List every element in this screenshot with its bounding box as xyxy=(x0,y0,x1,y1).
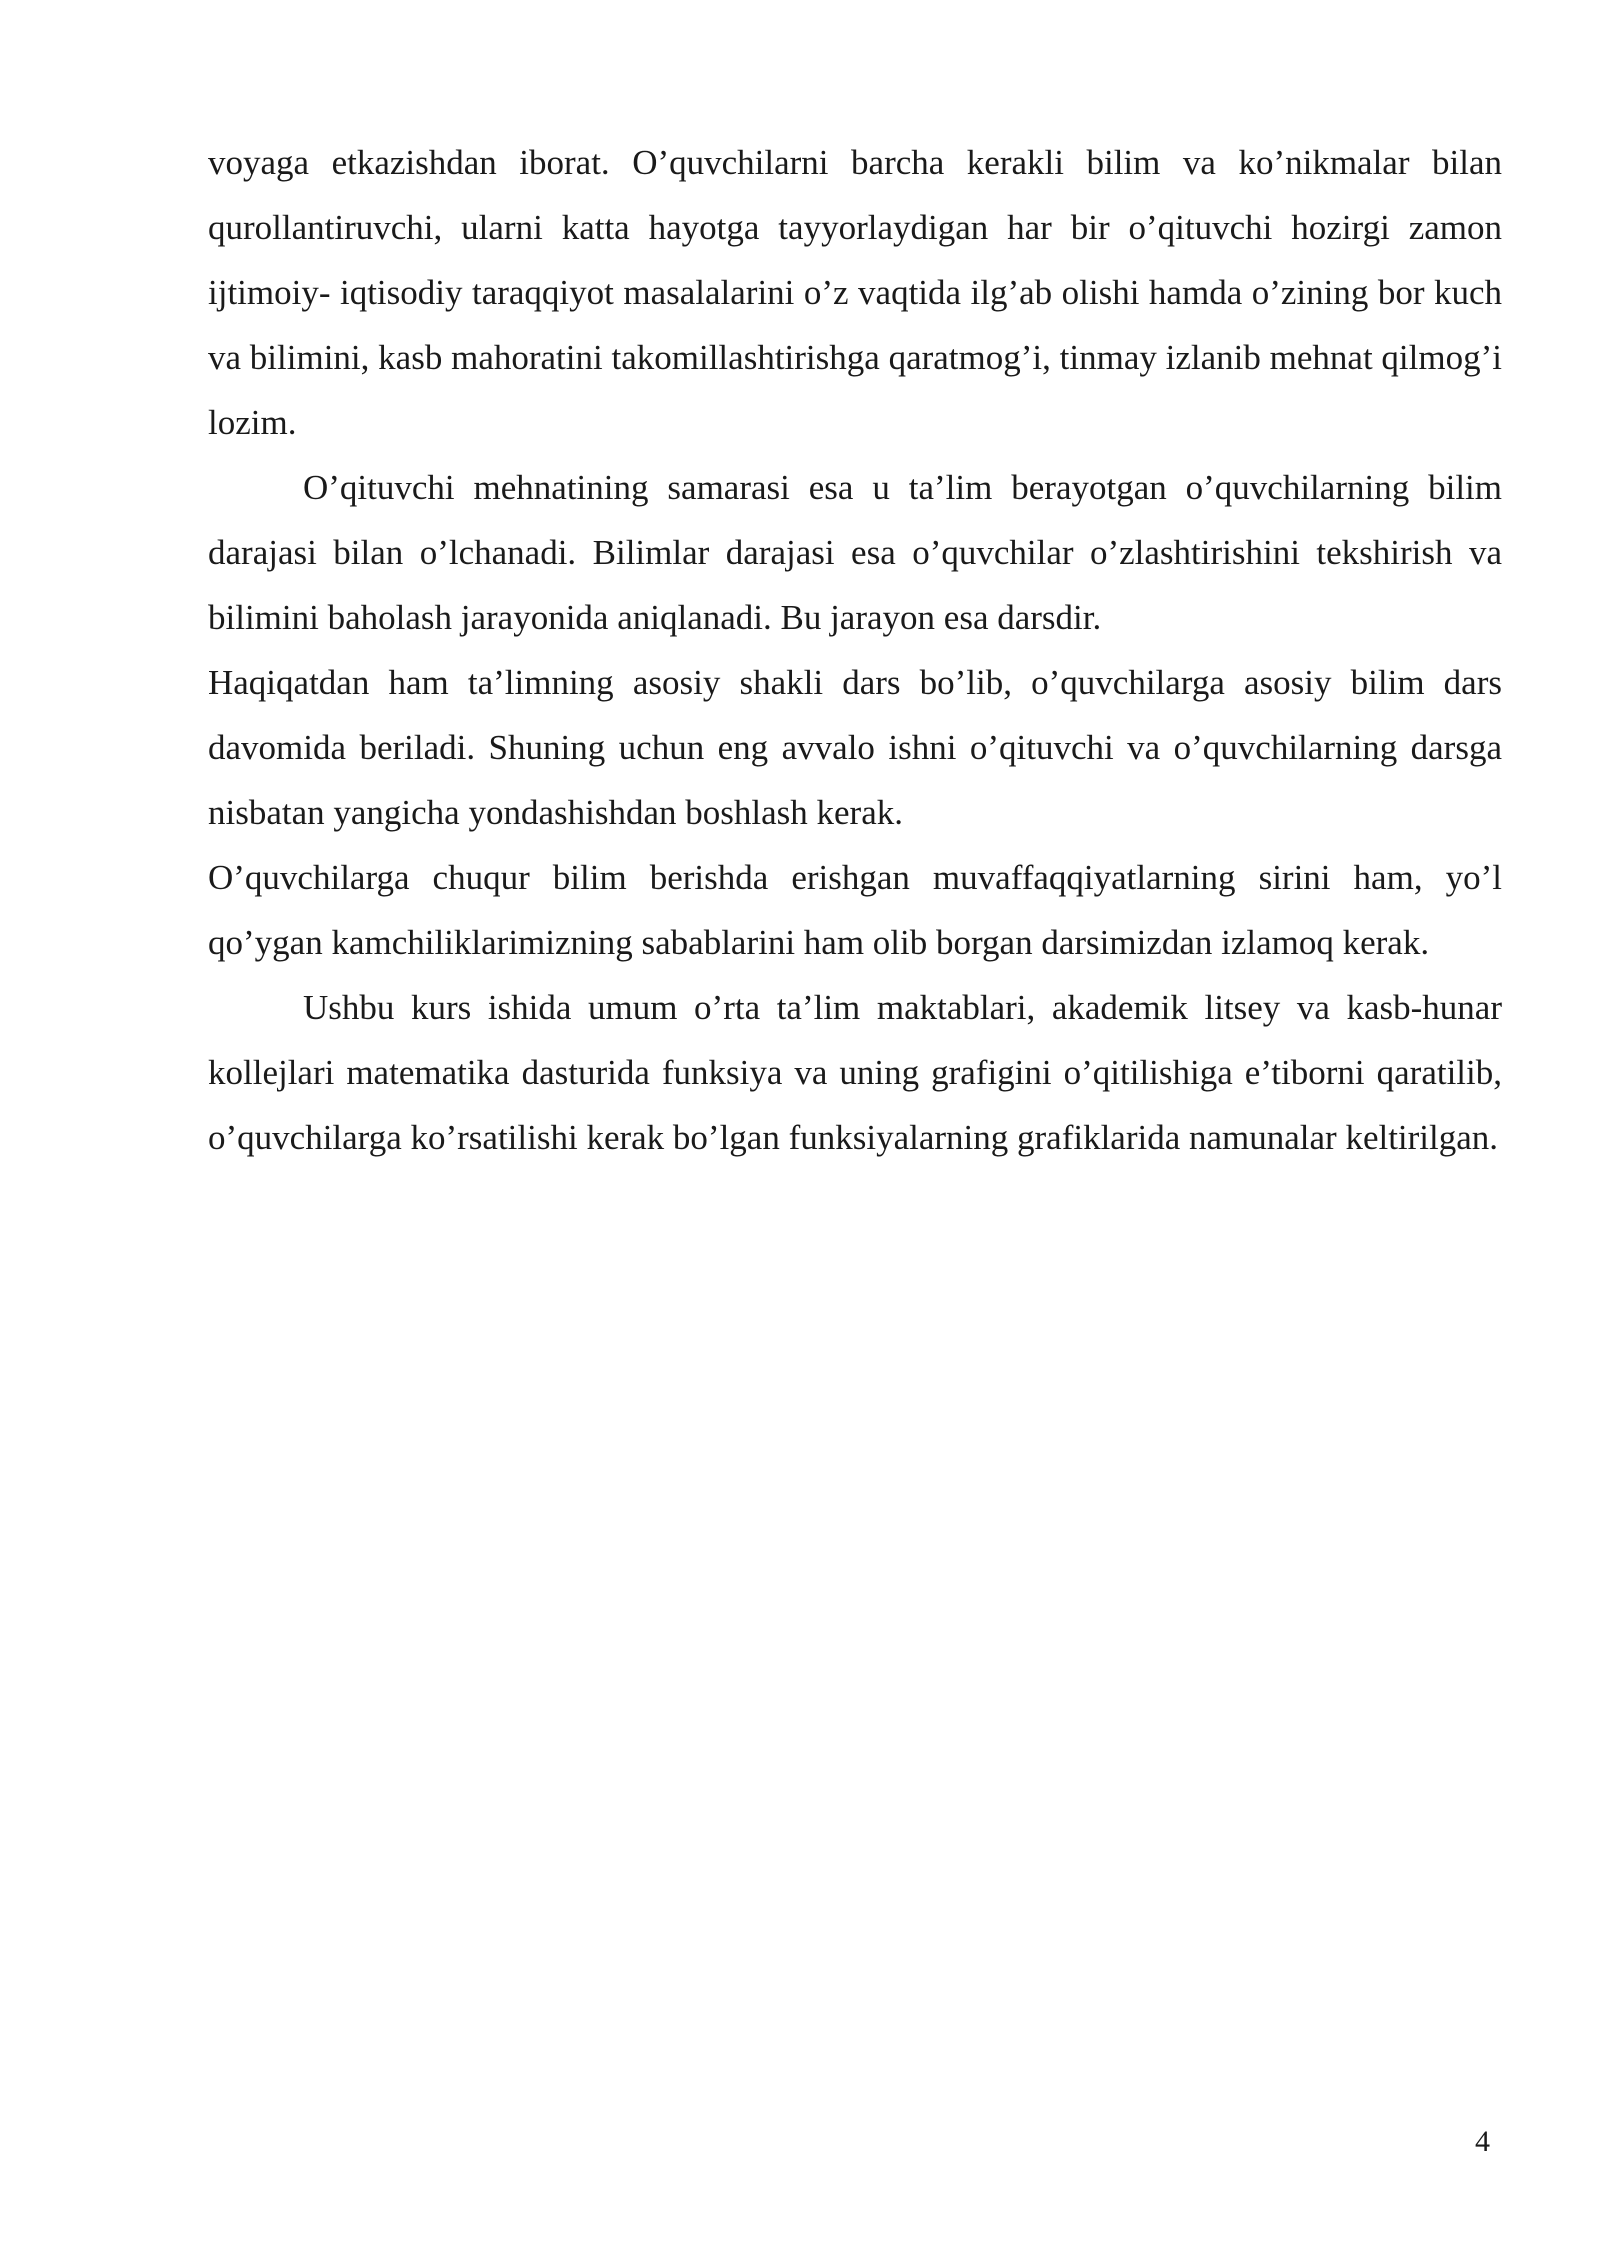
body-text xyxy=(208,130,1502,1170)
paragraph-success-reasons: O’quvchilarga chuqur bilim berishda erishgan muvaffaqqiyatlarning sirini ham, yo’l qo’ygan kamchiliklarimizning sabablarini ham olib borgan darsimizdan izlamoq kerak. xyxy=(208,858,1502,962)
paragraph-teacher-work: O’qituvchi mehnatining samarasi esa u ta’lim berayotgan o’quvchilarning bilim darajasi bilan o’lchanadi. Bilimlar darajasi esa o’quvchilar o’zlashtirishini tekshirish va bilimini baholash jarayonida aniqlanadi. Bu jarayon esa darsdir. xyxy=(208,468,1502,637)
page-number: 4 xyxy=(1475,2125,1490,2158)
paragraph-continuation: voyaga etkazishdan iborat. O’quvchilarni barcha kerakli bilim va ko’nikmalar bilan qurollantiruvchi, ularni katta hayotga tayyorlaydigan har bir o’qituvchi hozirgi zamon ijtimoiy- iqtisodiy taraqqiyot masalalarini o’z vaqtida ilg’ab olishi hamda o’zining bor kuch va bilimini, kasb mahoratini takomillashtirishga qaratmog’i, tinmay izlanib mehnat qilmog’i lozim. xyxy=(208,143,1502,442)
paragraph-course-work: Ushbu kurs ishida umum o’rta ta’lim maktablari, akademik litsey va kasb-hunar kollejlari matematika dasturida funksiya va uning grafigini o’qitilishiga e’tiborni qaratilib, o’quvchilarga ko’rsatilishi kerak bo’lgan funksiyalarning grafiklarida namunalar keltirilgan. xyxy=(208,988,1502,1157)
paragraph-lesson-form: Haqiqatdan ham ta’limning asosiy shakli dars bo’lib, o’quvchilarga asosiy bilim dars davomida beriladi. Shuning uchun eng avvalo ishni o’qituvchi va o’quvchilarning darsga nisbatan yangicha yondashishdan boshlash kerak. xyxy=(208,663,1502,832)
